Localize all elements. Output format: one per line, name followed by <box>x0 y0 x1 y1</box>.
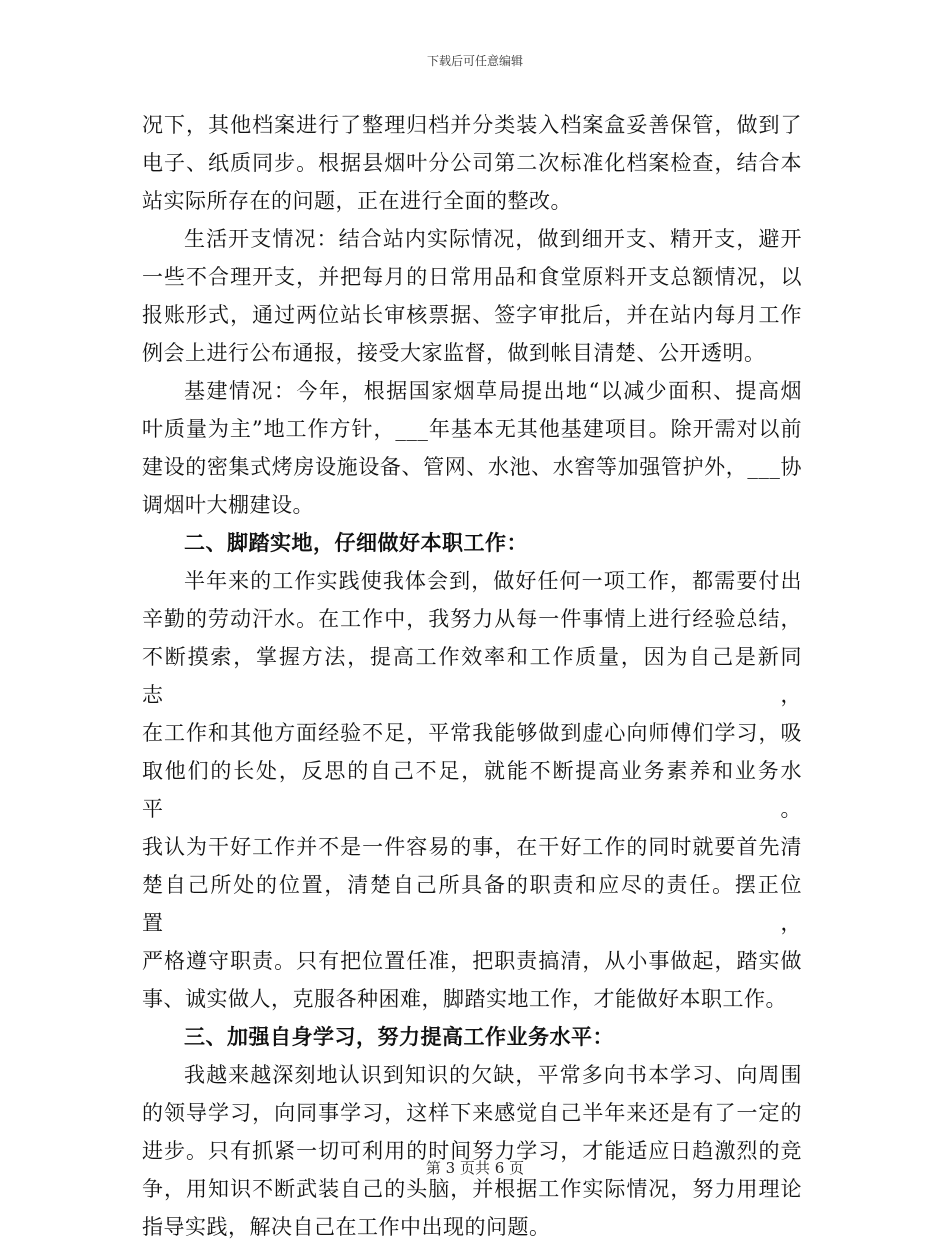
paragraph-line: 指导实践，解决自己在工作中出现的问题。 <box>142 1215 551 1239</box>
page-header: 下载后可任意编辑 <box>426 54 523 68</box>
paragraph-line: 进步。只有抓紧一切可利用的时间努力学习，才能适应日趋激烈的竞 <box>142 1139 802 1163</box>
paragraph-line: 不断摸索，掌握方法，提高工作效率和工作质量，因为自己是新同志， <box>142 645 802 707</box>
section-heading: 三、加强自身学习，努力提高工作业务水平： <box>184 1024 614 1049</box>
paragraph-line: 我认为干好工作并不是一件容易的事，在干好工作的同时就要首先清 <box>142 835 802 859</box>
paragraph-line: 况下，其他档案进行了整理归档并分类装入档案盒妥善保管，做到了 <box>142 113 802 137</box>
paragraph-line: 争，用知识不断武装自己的头脑，并根据工作实际情况，努力用理论 <box>142 1177 802 1201</box>
paragraph-line: 我越来越深刻地认识到知识的欠缺，平常多向书本学习、向周围 <box>184 1063 802 1087</box>
paragraph-line: 站实际所存在的问题，正在进行全面的整改。 <box>142 189 572 213</box>
paragraph-line: 半年来的工作实践使我体会到，做好任何一项工作，都需要付出 <box>184 569 802 593</box>
page-footer: 第 3 页共 6 页 <box>425 1159 525 1177</box>
paragraph-line: 基建情况：今年，根据国家烟草局提出地“以减少面积、提高烟 <box>184 379 802 403</box>
document-body <box>142 106 802 1246</box>
paragraph-line: 报账形式，通过两位站长审核票据、签字审批后，并在站内每月工作 <box>142 303 802 327</box>
paragraph-line: 例会上进行公布通报，接受大家监督，做到帐目清楚、公开透明。 <box>142 341 766 365</box>
paragraph-line: 电子、纸质同步。根据县烟叶分公司第二次标准化档案检查，结合本 <box>142 151 802 175</box>
paragraph-line: 一些不合理开支，并把每月的日常用品和食堂原料开支总额情况，以 <box>142 265 802 289</box>
paragraph-line: 生活开支情况：结合站内实际情况，做到细开支、精开支，避开 <box>184 227 802 251</box>
paragraph-line: 楚自己所处的位置，清楚自己所具备的职责和应尽的责任。摆正位置， <box>142 873 802 935</box>
paragraph-line: 取他们的长处，反思的自己不足，就能不断提高业务素养和业务水平。 <box>142 759 802 821</box>
paragraph-line: 在工作和其他方面经验不足，平常我能够做到虚心向师傅们学习，吸 <box>142 721 802 745</box>
paragraph-line: 调烟叶大棚建设。 <box>142 493 314 517</box>
paragraph-line: 辛勤的劳动汗水。在工作中，我努力从每一件事情上进行经验总结， <box>142 607 802 631</box>
section-heading: 二、脚踏实地，仔细做好本职工作： <box>184 530 528 555</box>
paragraph-line: 严格遵守职责。只有把位置任准，把职责搞清，从小事做起，踏实做 <box>142 949 802 973</box>
paragraph-line: 事、诚实做人，克服各种困难，脚踏实地工作，才能做好本职工作。 <box>142 987 787 1011</box>
paragraph-line: 的领导学习，向同事学习，这样下来感觉自己半年来还是有了一定的 <box>142 1101 802 1125</box>
paragraph-line: 建设的密集式烤房设施设备、管网、水池、水窖等加强管护外，___协 <box>142 455 802 479</box>
paragraph-line: 叶质量为主”地工作方针，___年基本无其他基建项目。除开需对以前 <box>142 417 802 441</box>
